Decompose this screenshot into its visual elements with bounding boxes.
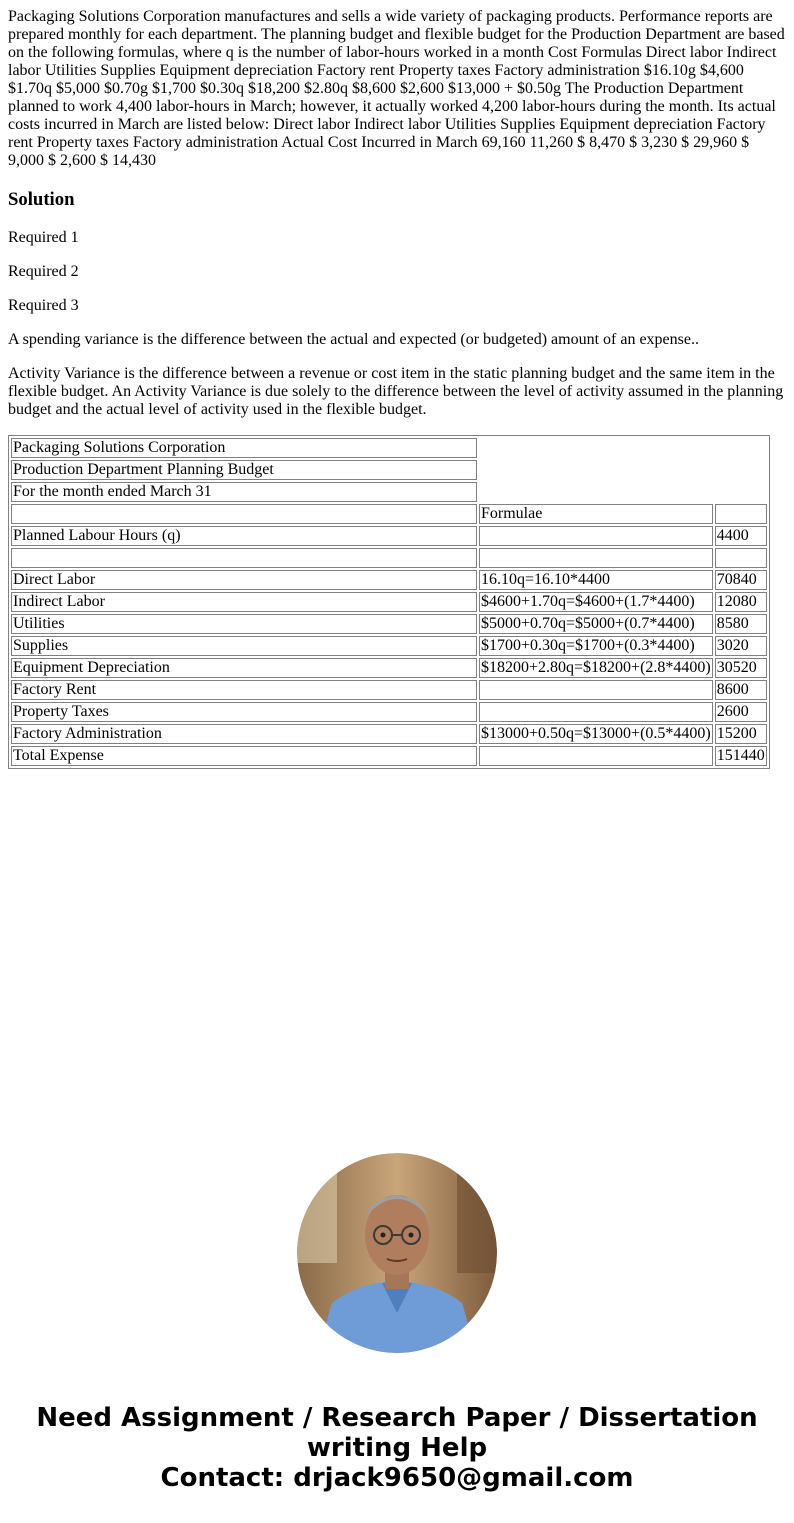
separator-row [11, 548, 767, 568]
tutor-photo-graphic [297, 1153, 497, 1353]
promo-footer [0, 1403, 794, 1493]
header-cell-formulae: Formulae [479, 504, 713, 524]
table-row [11, 570, 767, 590]
total-row [11, 746, 767, 766]
table-row [11, 636, 767, 656]
row-formula: $5000+0.70q=$5000+(0.7*4400) [479, 614, 713, 634]
activity-variance-text: Activity Variance is the difference between a revenue or cost item in the static planning budget and the same item in the flexible budget. An Activity Variance is due solely to the difference between the level of activity assumed in the planning budget and the actual level of activity used in the flexible budget. [8, 365, 784, 418]
question-text: Packaging Solutions Corporation manufactures and sells a wide variety of packaging products. Performance reports are prepared monthly for each department. The planning budget and flexible budget for the Production Department are based on the following formulas, where q is the number of labor-hours worked in a month Cost Formulas Direct labor Indirect labor Utilities Supplies Equipment depreciation Factory rent Property taxes Factory administration $16.10g $4,600 $1.70q $5,000 $0.70g $1,700 $0.30q $18,200 $2.80q $8,600 $2,600 $13,000 + $0.50g The Production Department planned to work 4,400 labor-hours in March; however, it actually worked 4,200 labor-hours during the month. Its actual costs incurred in March are listed below: Direct labor Indirect labor Utilities Supplies Equipment depreciation Factory rent Property taxes Factory administration Actual Cost Incurred in March 69,160 11,260 $ 8,470 $ 3,230 $ 29,960 $ 9,000 $ 2,600 $ 14,430 [8, 8, 785, 169]
row-label: Property Taxes [11, 702, 477, 722]
separator-cell [479, 548, 713, 568]
row-amount: 8580 [715, 614, 767, 634]
row-formula: $4600+1.70q=$4600+(1.7*4400) [479, 592, 713, 612]
total-formula [479, 746, 713, 766]
row-amount: 15200 [715, 724, 767, 744]
solution-heading: Solution [8, 189, 75, 210]
row-formula: $1700+0.30q=$1700+(0.3*4400) [479, 636, 713, 656]
row-formula: $18200+2.80q=$18200+(2.8*4400) [481, 659, 711, 676]
required-2: Required 2 [8, 263, 79, 280]
row-amount: 70840 [715, 570, 767, 590]
table-row [11, 592, 767, 612]
table-title-row [11, 460, 767, 480]
row-label: Factory Administration [11, 724, 477, 744]
table-row [11, 614, 767, 634]
required-1: Required 1 [8, 229, 79, 246]
table-row [11, 724, 767, 744]
row-label: Equipment Depreciation [11, 658, 477, 678]
budget-title-cell: Production Department Planning Budget [11, 460, 477, 480]
question-block [8, 8, 786, 170]
row-amount: 12080 [715, 592, 767, 612]
planned-hours-value: 4400 [715, 526, 767, 546]
required-3: Required 3 [8, 297, 79, 314]
period-cell: For the month ended March 31 [11, 482, 477, 502]
promo-line-2: writing Help [306, 1433, 488, 1463]
row-label: Direct Labor [11, 570, 477, 590]
row-formula [479, 702, 713, 722]
separator-cell [11, 548, 477, 568]
table-title-row [11, 438, 767, 458]
total-label: Total Expense [11, 746, 477, 766]
separator-cell [715, 548, 767, 568]
row-amount: 8600 [715, 680, 767, 700]
promo-line-1: Need Assignment / Research Paper / Dissertation [36, 1403, 758, 1433]
table-header-row [11, 504, 767, 524]
tutor-photo [297, 1153, 497, 1353]
row-amount: 30520 [715, 658, 767, 678]
row-amount: 3020 [715, 636, 767, 656]
row-formula: 16.10q=16.10*4400 [479, 570, 713, 590]
row-label: Factory Rent [11, 680, 477, 700]
planned-hours-row [11, 526, 767, 546]
planned-hours-formula [479, 526, 713, 546]
table-row [11, 702, 767, 722]
row-formula: $13000+0.50q=$13000+(0.5*4400) [481, 725, 711, 742]
spending-variance-text: A spending variance is the difference between the actual and expected (or budgeted) amount of an expense.. [8, 331, 699, 348]
row-amount: 2600 [715, 702, 767, 722]
row-label: Indirect Labor [11, 592, 477, 612]
company-name-cell: Packaging Solutions Corporation [11, 438, 477, 458]
header-cell-label [11, 504, 477, 524]
table-title-row [11, 482, 767, 502]
table-row [11, 680, 767, 700]
header-cell-amount [715, 504, 767, 524]
row-formula [479, 680, 713, 700]
planning-budget-table [8, 435, 770, 769]
planned-hours-label: Planned Labour Hours (q) [11, 526, 477, 546]
row-label: Supplies [11, 636, 477, 656]
table-row [11, 658, 767, 678]
total-amount: 151440 [716, 747, 765, 764]
row-label: Utilities [11, 614, 477, 634]
promo-contact: Contact: drjack9650@gmail.com [160, 1463, 634, 1493]
